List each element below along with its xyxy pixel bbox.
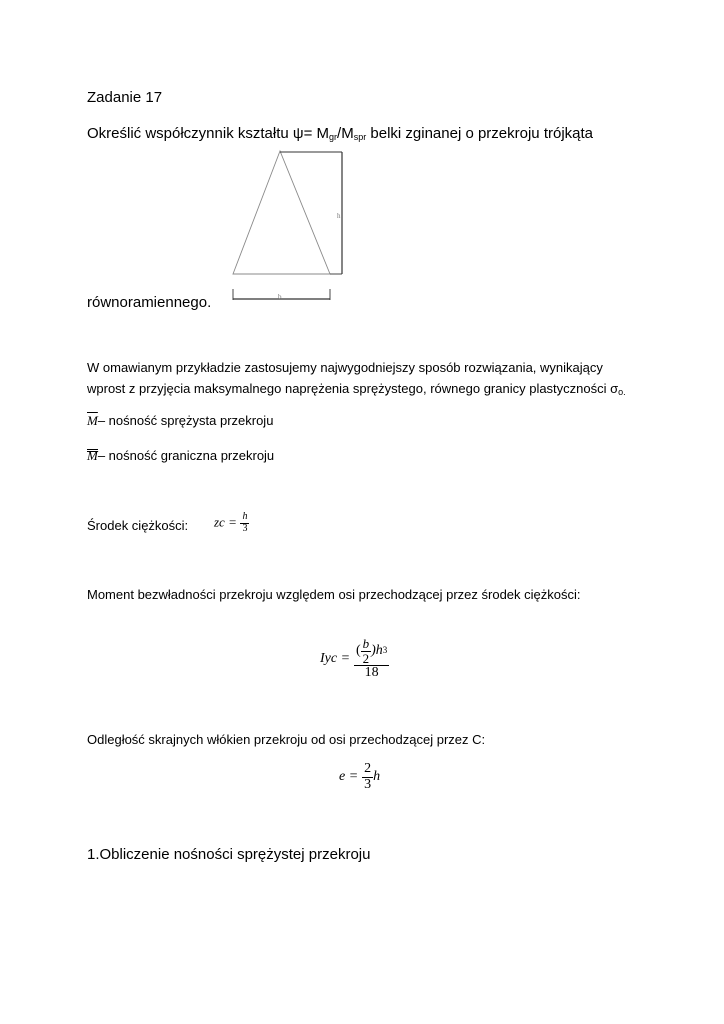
m-double-bar-symbol: M xyxy=(87,448,98,463)
centroid-fraction xyxy=(240,512,249,534)
inertia-formula xyxy=(320,637,389,681)
height-label: h xyxy=(337,212,341,220)
inertia-den: 18 xyxy=(364,665,379,681)
inertia-open-paren: ( xyxy=(355,642,361,658)
centroid-den: 3 xyxy=(242,522,248,534)
centroid-label: Środek ciężkości: xyxy=(87,518,189,533)
distance-fraction xyxy=(362,762,373,792)
inertia-numerator xyxy=(354,637,389,666)
distance-formula xyxy=(339,762,380,792)
intro-line-1: W omawianym przykładzie zastosujemy najwygodniejszy sposób rozwiązania, wynikający xyxy=(87,360,603,375)
task-prompt xyxy=(87,125,593,142)
triangle-figure xyxy=(226,148,356,308)
definition-limit-text: – nośność graniczna przekroju xyxy=(97,448,275,463)
prompt-text-pre: Określić współczynnik kształtu ψ= M xyxy=(87,125,330,142)
distance-num: 2 xyxy=(364,761,372,776)
inertia-label: Moment bezwładności przekroju względem osi przechodzącej przez środek ciężkości: xyxy=(87,587,581,602)
inertia-inner-den: 2 xyxy=(362,650,370,666)
centroid-formula xyxy=(214,512,249,534)
inertia-fraction xyxy=(354,637,389,681)
inertia-power: 3 xyxy=(382,645,388,656)
centroid-lhs: zc = xyxy=(214,514,237,530)
base-label: b xyxy=(278,293,282,301)
inertia-inner-num: b xyxy=(362,636,370,651)
prompt-sub-gr: gr xyxy=(329,132,338,142)
distance-den: 3 xyxy=(364,776,372,792)
triangle-shape xyxy=(233,151,330,274)
sigma-sub: o. xyxy=(618,387,626,397)
distance-lhs: e = xyxy=(339,769,359,785)
definition-elastic xyxy=(87,413,273,429)
distance-var: h xyxy=(373,769,381,785)
intro-line-2 xyxy=(87,381,626,397)
definition-limit xyxy=(87,448,274,464)
m-bar-symbol: $\overline{M}$ xyxy=(87,413,98,428)
definition-elastic-text: – nośność sprężysta przekroju xyxy=(97,413,274,428)
prompt-continuation: równoramiennego. xyxy=(87,294,212,311)
prompt-slash: /M xyxy=(337,125,354,142)
prompt-text-post: belki zginanej o przekroju trójkąta xyxy=(366,125,594,142)
intro-line-2-text: wprost z przyjęcia maksymalnego naprężenia sprężystego, równego granicy plastyczności σ xyxy=(87,381,619,396)
prompt-sub-spr: spr xyxy=(353,132,367,142)
inertia-close-paren-h: )h xyxy=(371,642,383,658)
inertia-lhs: Iyc = xyxy=(320,650,351,666)
distance-label: Odległość skrajnych włókien przekroju od osi przechodzącej przez C: xyxy=(87,732,486,747)
inertia-inner-fraction xyxy=(361,637,372,665)
task-title: Zadanie 17 xyxy=(87,89,163,106)
centroid-num: h xyxy=(242,511,248,522)
section-1-heading: 1.Obliczenie nośności sprężystej przekroju xyxy=(87,846,371,863)
